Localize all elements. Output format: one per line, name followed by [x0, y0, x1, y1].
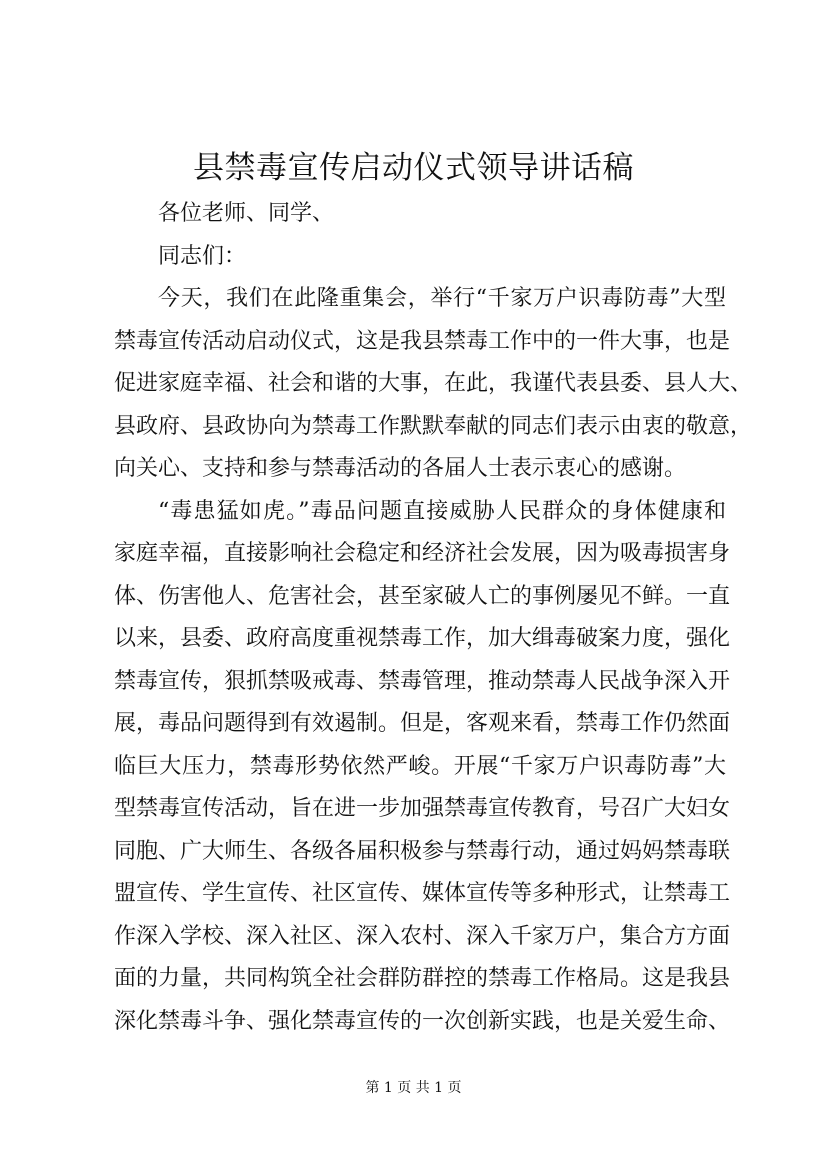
document-body [114, 193, 753, 1043]
paragraph-line: 同胞、广大师生、各级各届积极参与禁毒行动，通过妈妈禁毒联 [114, 838, 731, 864]
paragraph-line: 面的力量，共同构筑全社会群防群控的禁毒工作格局。这是我县 [114, 966, 731, 991]
paragraph-line: 禁毒宣传活动启动仪式，这是我县禁毒工作中的一件大事，也是 [114, 328, 731, 354]
paragraph-line: 以来，县委、政府高度重视禁毒工作，加大缉毒破案力度，强化 [114, 626, 731, 651]
paragraph-line: 深化禁毒斗争、强化禁毒宣传的一次创新实践，也是关爱生命、 [114, 1008, 731, 1034]
paragraph-line: 临巨大压力，禁毒形势依然严峻。开展“千家万户识毒防毒”大 [114, 753, 726, 779]
paragraph-line: 向关心、支持和参与禁毒活动的各届人士表示衷心的感谢。 [114, 456, 687, 481]
paragraph-line: 盟宣传、学生宣传、社区宣传、媒体宣传等多种形式，让禁毒工 [114, 881, 731, 906]
paragraph-2 [114, 491, 731, 1044]
document-title: 县禁毒宣传启动仪式领导讲话稿 [193, 150, 634, 186]
page-footer: 第 1 页 共 1 页 [365, 1080, 462, 1096]
paragraph-line: 县政府、县政协向为禁毒工作默默奉献的同志们表示由衷的敬意， [114, 413, 753, 439]
paragraph-line: 作深入学校、深入社区、深入农村、深入千家万户，集合方方面 [114, 923, 731, 949]
paragraph-line: 型禁毒宣传活动，旨在进一步加强禁毒宣传教育，号召广大妇女 [114, 796, 731, 821]
greeting-line-1: 各位老师、同学、 [158, 201, 335, 226]
paragraph-line: 促进家庭幸福、社会和谐的大事，在此，我谨代表县委、县人大、 [114, 371, 753, 396]
paragraph-line: “毒患猛如虎。”毒品问题直接威胁人民群众的身体健康和 [158, 498, 726, 524]
paragraph-line: 禁毒宣传，狠抓禁吸戒毒、禁毒管理，推动禁毒人民战争深入开 [114, 668, 731, 694]
paragraph-line: 体、伤害他人、危害社会，甚至家破人亡的事例屡见不鲜。一直 [114, 583, 731, 609]
paragraph-line: 今天，我们在此隆重集会，举行“千家万户识毒防毒”大型 [158, 286, 726, 311]
paragraph-line: 展，毒品问题得到有效遏制。但是，客观来看，禁毒工作仍然面 [114, 711, 731, 736]
paragraph-line: 家庭幸福，直接影响社会稳定和经济社会发展，因为吸毒损害身 [114, 541, 731, 566]
greeting-line-2: 同志们： [158, 243, 247, 269]
paragraph-1 [114, 278, 753, 491]
